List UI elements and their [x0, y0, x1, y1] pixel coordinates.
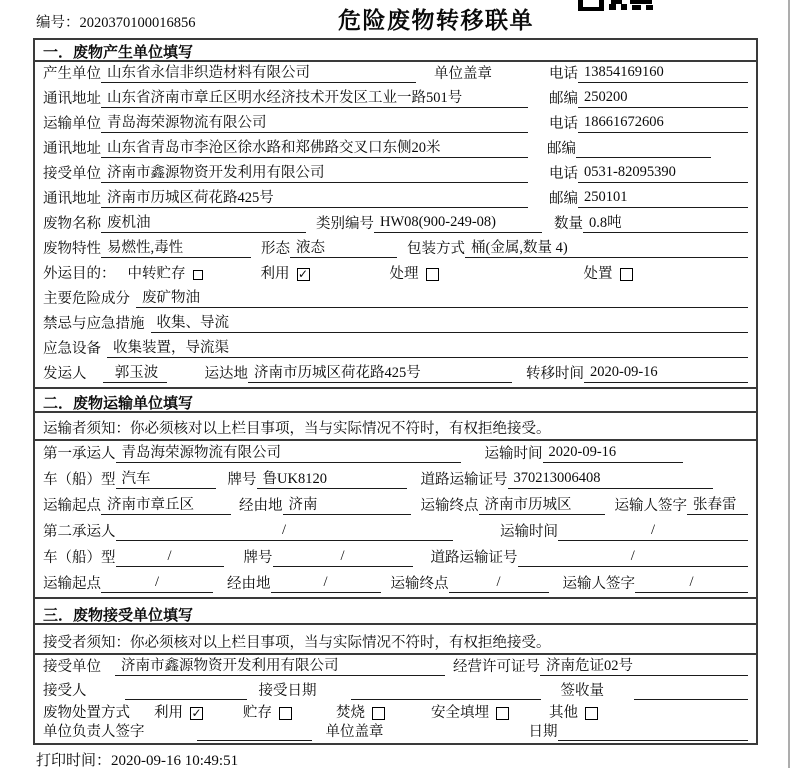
emergency-equipment-label: 应急设备	[43, 341, 101, 357]
category-code-label: 类别编号	[316, 216, 374, 232]
route-via-label: 经由地	[239, 498, 283, 514]
accepting-unit-row	[35, 655, 756, 680]
transporter-zip-label: 邮编	[547, 141, 576, 157]
carrier-signature-label: 运输人签字	[614, 498, 687, 514]
packaging-label: 包装方式	[407, 241, 465, 257]
route2-origin-value: /	[101, 574, 213, 593]
section1-header: 一．废物产生单位填写	[35, 40, 756, 62]
emergency-measures-value: 收集、导流	[151, 311, 749, 333]
transport-time2-label: 运输时间	[500, 524, 558, 540]
receiver-zip-label: 邮编	[549, 191, 578, 207]
vehicle-type2-label: 车（船）型	[43, 550, 116, 566]
purpose-transit-storage-label: 中转贮存	[127, 266, 186, 282]
qr-code-partial-icon	[578, 0, 658, 12]
acceptor-label: 接受人	[43, 683, 87, 699]
category-code-value: HW08(900-249-08)	[374, 214, 542, 233]
date-value	[558, 722, 749, 741]
receiver-unit-row	[35, 162, 756, 187]
form-state-label: 形态	[261, 241, 290, 257]
plate-number-label: 牌号	[227, 472, 257, 488]
accepting-unit-value: 济南市鑫源物资开发利用有限公司	[115, 654, 445, 676]
disposal-other-label: 其他	[549, 705, 578, 721]
emergency-equipment-row	[35, 337, 756, 362]
vehicle-type2-value: /	[116, 548, 224, 567]
road-permit2-value: /	[518, 548, 749, 567]
first-carrier-row	[35, 441, 756, 467]
serial-number	[36, 11, 196, 32]
route2-end-label: 运输终点	[390, 576, 449, 592]
disposal-storage-label: 贮存	[243, 705, 272, 721]
serial-number-value: 2020370100016856	[79, 15, 196, 31]
transporter-zip-value	[576, 139, 711, 158]
plate-number-value: 鲁UK8120	[257, 467, 407, 489]
section2-header: 二．废物运输单位填写	[35, 387, 756, 413]
accept-date-label: 接受日期	[258, 683, 317, 699]
waste-property-label: 废物特性	[43, 241, 101, 257]
print-time-value: 2020-09-16 10:49:51	[111, 753, 239, 768]
transporter-notice: 运输者须知：你必须核对以上栏目事项，当与实际情况不符时，有权拒绝接受。	[35, 413, 756, 441]
hazard-component-row	[35, 287, 756, 312]
destination-label: 运达地	[204, 366, 248, 382]
route-end-label: 运输终点	[420, 498, 479, 514]
unit-seal2-label: 单位盖章	[325, 724, 384, 740]
disposal-method-label: 废物处置方式	[43, 705, 130, 721]
purpose-utilize-checkbox: ✓	[297, 268, 309, 281]
producer-address-row	[35, 87, 756, 112]
transport-route2-row	[35, 571, 756, 597]
consignor-value: 郭玉波	[103, 361, 167, 383]
quantity-label: 数量	[554, 216, 583, 232]
route-origin-value: 济南市章丘区	[101, 493, 231, 515]
hazard-component-label: 主要危险成分	[43, 291, 130, 307]
disposal-storage-checkbox	[279, 707, 292, 720]
carrier2-signature-label: 运输人签字	[562, 576, 635, 592]
carrier-signature-value: 张春雷	[687, 493, 748, 515]
purpose-treat-label: 处理	[389, 266, 419, 282]
waste-property-row	[35, 237, 756, 262]
producer-unit-label: 产生单位	[43, 66, 101, 82]
transporter-unit-value: 青岛海荣源物流有限公司	[101, 111, 528, 133]
producer-zip-label: 邮编	[549, 91, 578, 107]
plate-number2-value: /	[273, 548, 413, 567]
purpose-utilize-label: 利用	[260, 266, 290, 282]
second-carrier-row	[35, 519, 756, 545]
transfer-purpose-row	[35, 262, 756, 287]
waste-name-row	[35, 212, 756, 237]
purpose-treat-checkbox	[426, 268, 439, 281]
carrier2-signature-value: /	[635, 574, 748, 593]
accepting-unit-label: 接受单位	[43, 659, 101, 675]
signed-quantity-value	[634, 681, 748, 700]
receiver-address-label: 通讯地址	[43, 191, 101, 207]
road-permit-label: 道路运输证号	[420, 472, 508, 488]
acceptor-row	[35, 680, 756, 704]
receiver-unit-label: 接受单位	[43, 166, 101, 182]
receiver-notice: 接受者须知：你必须核对以上栏目事项，当与实际情况不符时，有权拒绝接受。	[35, 625, 756, 655]
destination-value: 济南市历城区荷花路425号	[248, 361, 512, 383]
route-end-value: 济南市历城区	[479, 493, 605, 515]
transporter-address-row	[35, 137, 756, 162]
road-permit-value: 370213006408	[508, 470, 714, 489]
page-right-edge	[788, 0, 790, 768]
emergency-equipment-value: 收集装置，导流渠	[107, 336, 748, 358]
waste-name-value: 废机油	[101, 211, 306, 233]
packaging-value: 桶(金属,数量 4)	[465, 236, 748, 258]
receiver-phone-label: 电话	[549, 166, 578, 182]
receiver-zip-value: 250101	[578, 189, 748, 208]
print-time	[36, 749, 238, 768]
route-origin-label: 运输起点	[43, 498, 101, 514]
route2-via-label: 经由地	[227, 576, 271, 592]
first-carrier-label: 第一承运人	[43, 446, 116, 462]
transport-time-label: 运输时间	[484, 446, 543, 462]
consignor-label: 发运人	[43, 366, 87, 382]
receiver-unit-value: 济南市鑫源物资开发利用有限公司	[101, 161, 528, 183]
responsible-signature-label: 单位负责人签字	[43, 724, 145, 740]
disposal-incinerate-label: 焚烧	[336, 705, 365, 721]
vehicle-type-value: 汽车	[116, 467, 216, 489]
date-label: 日期	[528, 724, 558, 740]
form-state-value: 液态	[290, 236, 397, 258]
waste-name-label: 废物名称	[43, 216, 101, 232]
producer-zip-value: 250200	[578, 89, 748, 108]
route2-via-value: /	[271, 574, 381, 593]
page-title: 危险废物转移联单	[338, 8, 534, 33]
transfer-time-label: 转移时间	[526, 366, 584, 382]
producer-address-value: 山东省济南市章丘区明水经济技术开发区工业一路501号	[101, 86, 528, 108]
transport-time2-value: /	[558, 522, 748, 541]
producer-phone-label: 电话	[549, 66, 578, 82]
receiver-address-row	[35, 187, 756, 212]
acceptor-value	[125, 681, 247, 700]
route2-origin-label: 运输起点	[43, 576, 101, 592]
disposal-other-checkbox	[585, 707, 598, 720]
hazard-component-value: 废矿物油	[136, 286, 748, 308]
vehicle-type2-row	[35, 545, 756, 571]
vehicle-type-row	[35, 467, 756, 493]
purpose-transit-storage-checkbox	[193, 270, 203, 280]
transporter-address-value: 山东省青岛市李沧区徐水路和郑佛路交叉口东侧20米	[101, 136, 528, 158]
vehicle-type-label: 车（船）型	[43, 472, 116, 488]
second-carrier-value: /	[116, 522, 453, 541]
first-carrier-value: 青岛海荣源物流有限公司	[116, 441, 461, 463]
receiver-phone-value: 0531-82095390	[578, 164, 748, 183]
transporter-phone-label: 电话	[549, 116, 578, 132]
purpose-dispose-label: 处置	[583, 266, 613, 282]
responsible-signature-row	[35, 726, 756, 743]
plate-number2-label: 牌号	[243, 550, 273, 566]
disposal-incinerate-checkbox	[372, 707, 385, 720]
second-carrier-label: 第二承运人	[43, 524, 116, 540]
serial-number-label: 编号：	[36, 15, 80, 31]
producer-phone-value: 13854169160	[578, 64, 748, 83]
disposal-utilize-checkbox: ✓	[191, 707, 202, 720]
accept-date-value	[351, 681, 541, 700]
producer-address-label: 通讯地址	[43, 91, 101, 107]
route2-end-value: /	[449, 574, 549, 593]
disposal-landfill-label: 安全填埋	[431, 705, 489, 721]
unit-seal-label: 单位盖章	[434, 66, 492, 82]
transporter-unit-label: 运输单位	[43, 116, 101, 132]
signed-quantity-label: 签收量	[560, 683, 604, 699]
transport-route-row	[35, 493, 756, 519]
print-time-label: 打印时间：	[36, 753, 112, 768]
transporter-unit-row	[35, 112, 756, 137]
transfer-time-value: 2020-09-16	[584, 364, 748, 383]
road-permit2-label: 道路运输证号	[430, 550, 518, 566]
waste-property-value: 易燃性,毒性	[101, 236, 251, 258]
producer-unit-value: 山东省永信非织造材料有限公司	[101, 61, 416, 83]
producer-unit-row	[35, 62, 756, 87]
manifest-form-table	[33, 38, 758, 745]
emergency-measures-label: 禁忌与应急措施	[43, 316, 145, 332]
responsible-signature-value	[197, 722, 312, 741]
license-number-label: 经营许可证号	[453, 659, 540, 675]
disposal-landfill-checkbox	[496, 707, 509, 720]
quantity-value: 0.8吨	[583, 211, 748, 233]
consignor-row	[35, 362, 756, 387]
receiver-address-value: 济南市历城区荷花路425号	[101, 186, 528, 208]
purpose-dispose-checkbox	[620, 268, 633, 281]
section3-header: 三．废物接受单位填写	[35, 597, 756, 625]
transport-time-value: 2020-09-16	[543, 444, 683, 463]
disposal-utilize-label: 利用	[154, 705, 183, 721]
transporter-phone-value: 18661672606	[578, 114, 748, 133]
route-via-value: 济南	[283, 493, 411, 515]
transporter-address-label: 通讯地址	[43, 141, 101, 157]
transfer-purpose-label: 外运目的：	[43, 266, 116, 282]
emergency-measures-row	[35, 312, 756, 337]
license-number-value: 济南危证02号	[540, 654, 748, 676]
